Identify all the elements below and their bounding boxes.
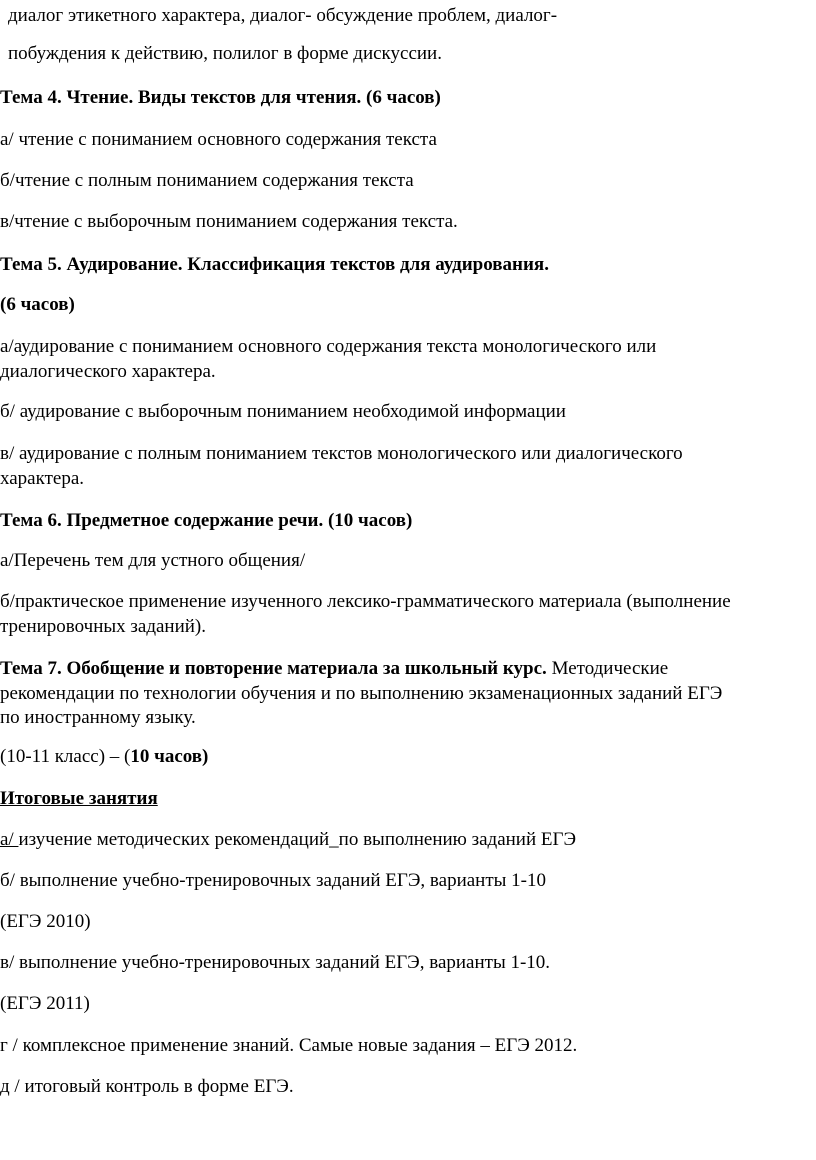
final-item-c: в/ выполнение учебно-тренировочных заданий ЕГЭ, варианты 1-10. xyxy=(0,952,551,973)
topic-5-hours: (6 часов) xyxy=(0,294,75,315)
topic-5-item-b: б/ аудирование с выборочным пониманием необходимой информации xyxy=(0,401,566,422)
topic-4-heading: Тема 4. Чтение. Виды текстов для чтения. (6 часов) xyxy=(0,87,441,108)
final-item-a-prefix: а/ xyxy=(0,829,19,850)
topic-7-class-hours: 10 часов) xyxy=(130,746,209,767)
topic-5-item-c-line-1: в/ аудирование с полным пониманием текстов монологического или диалогического xyxy=(0,443,683,464)
final-item-d: г / комплексное применение знаний. Самые новые задания – ЕГЭ 2012. xyxy=(0,1035,578,1056)
final-item-b: б/ выполнение учебно-тренировочных заданий ЕГЭ, варианты 1-10 xyxy=(0,870,546,891)
topic-6-heading: Тема 6. Предметное содержание речи. (10 часов) xyxy=(0,510,413,531)
topic-6-item-a: а/Перечень тем для устного общения/ xyxy=(0,550,306,571)
topic-5-item-a-line-1: а/аудирование с пониманием основного содержания текста монологического или xyxy=(0,336,657,357)
topic-7-line-3: по иностранному языку. xyxy=(0,707,196,728)
intro-line-1: диалог этикетного характера, диалог- обсуждение проблем, диалог- xyxy=(8,5,558,26)
final-item-b-year: (ЕГЭ 2010) xyxy=(0,911,91,932)
topic-5-item-c-line-2: характера. xyxy=(0,468,85,489)
topic-7-heading: Тема 7. Обобщение и повторение материала за школьный курс. xyxy=(0,658,547,679)
topic-4-item-a: а/ чтение с пониманием основного содержания текста xyxy=(0,129,437,150)
topic-4-item-c: в/чтение с выборочным пониманием содержания текста. xyxy=(0,211,458,232)
topic-6-item-b-line-2: тренировочных заданий). xyxy=(0,616,207,637)
topic-7-heading-tail: Методические xyxy=(546,658,669,679)
topic-7-line-2: рекомендации по технологии обучения и по выполнению экзаменационных заданий ЕГЭ xyxy=(0,683,723,704)
topic-5-item-a-line-2: диалогического характера. xyxy=(0,361,216,382)
topic-6-item-b-line-1: б/практическое применение изученного лексико-грамматического материала (выполнение xyxy=(0,591,731,612)
topic-4-item-b: б/чтение с полным пониманием содержания текста xyxy=(0,170,414,191)
final-item-c-year: (ЕГЭ 2011) xyxy=(0,993,90,1014)
topic-5-heading: Тема 5. Аудирование. Классификация текстов для аудирования. xyxy=(0,254,549,275)
final-item-e: д / итоговый контроль в форме ЕГЭ. xyxy=(0,1076,294,1097)
topic-7-heading-line xyxy=(0,657,668,681)
topic-7-class-line xyxy=(0,745,208,769)
intro-line-2: побуждения к действию, полилог в форме дискуссии. xyxy=(8,43,442,64)
final-heading: Итоговые занятия xyxy=(0,788,158,809)
final-item-a-text: изучение методических рекомендаций_по выполнению заданий ЕГЭ xyxy=(18,829,577,850)
topic-7-class-prefix: (10-11 класс) – ( xyxy=(0,746,131,767)
final-item-a xyxy=(0,828,576,852)
